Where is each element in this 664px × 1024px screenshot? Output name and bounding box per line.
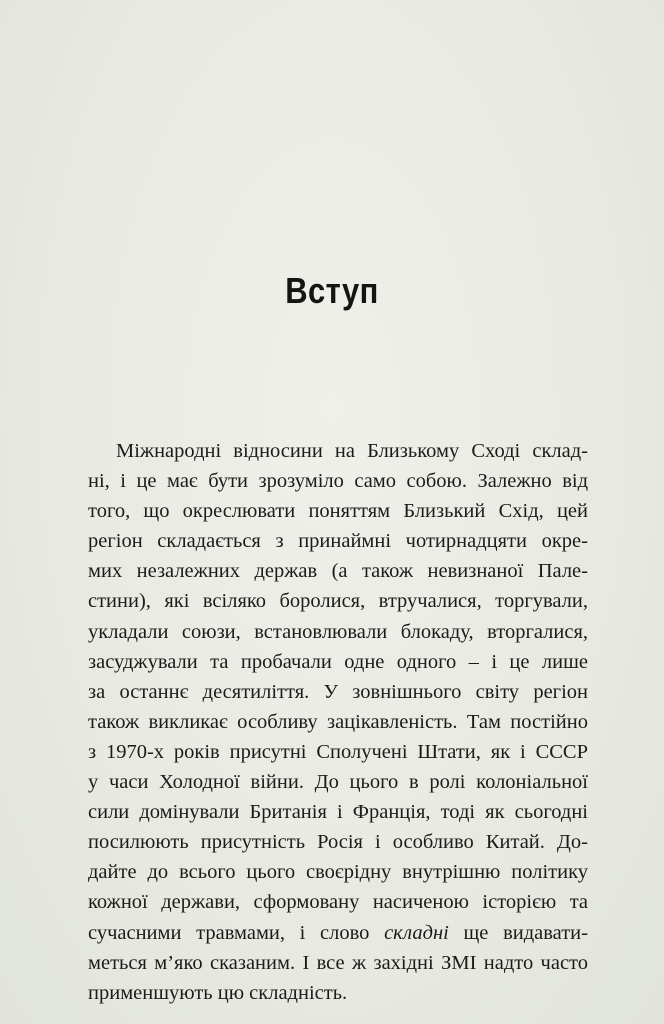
text-line-last: применшують цю складність. — [88, 981, 348, 1004]
text-line: укладали союзи, встановлювали блокаду, вторгалися, — [88, 620, 588, 643]
text-line: мих незалежних держав (а також невизнаної Пале- — [88, 560, 588, 583]
text-line: ні, і це має бути зрозуміло само собою. Залежно від — [88, 470, 588, 493]
text-line: кожної держави, сформовану насиченою історією та — [88, 891, 588, 914]
text-line: регіон складається з принаймні чотирнадцяти окре- — [88, 530, 588, 553]
text-line: меться м’яко сказаним. І все ж західні ЗМІ надто часто — [88, 951, 588, 974]
text-line: за останнє десятиліття. У зовнішнього світу регіон — [88, 680, 588, 703]
chapter-title: Вступ — [285, 270, 379, 311]
text-line: з 1970-х років присутні Сполучені Штати, як і СССР — [88, 740, 588, 763]
text-line: також викликає особливу зацікавленість. Там постійно — [88, 710, 588, 733]
text-line: Міжнародні відносини на Близькому Сході склад- — [116, 440, 588, 462]
text-line-with-emphasis — [88, 918, 588, 948]
text-line: у часи Холодної війни. До цього в ролі колоніальної — [88, 771, 588, 794]
text-line: стини), які всіляко боролися, втручалися, торгували, — [88, 590, 588, 613]
text-line: засуджували та пробачали одне одного – і це лише — [88, 650, 588, 673]
text-line: сили домінували Британія і Франція, тоді як сьогодні — [88, 801, 588, 824]
text-line: того, що окреслювати поняттям Близький Схід, цей — [88, 500, 588, 523]
text-fragment: ще видавати- — [448, 921, 588, 944]
emphasized-word: складні — [384, 921, 449, 944]
chapter-paragraph — [88, 436, 588, 1008]
text-line: посилюють присутність Росія і особливо Китай. До- — [88, 831, 588, 854]
text-line: дайте до всього цього своєрідну внутрішню політику — [88, 861, 588, 884]
text-fragment: сучасними травмами, і слово — [88, 921, 385, 944]
